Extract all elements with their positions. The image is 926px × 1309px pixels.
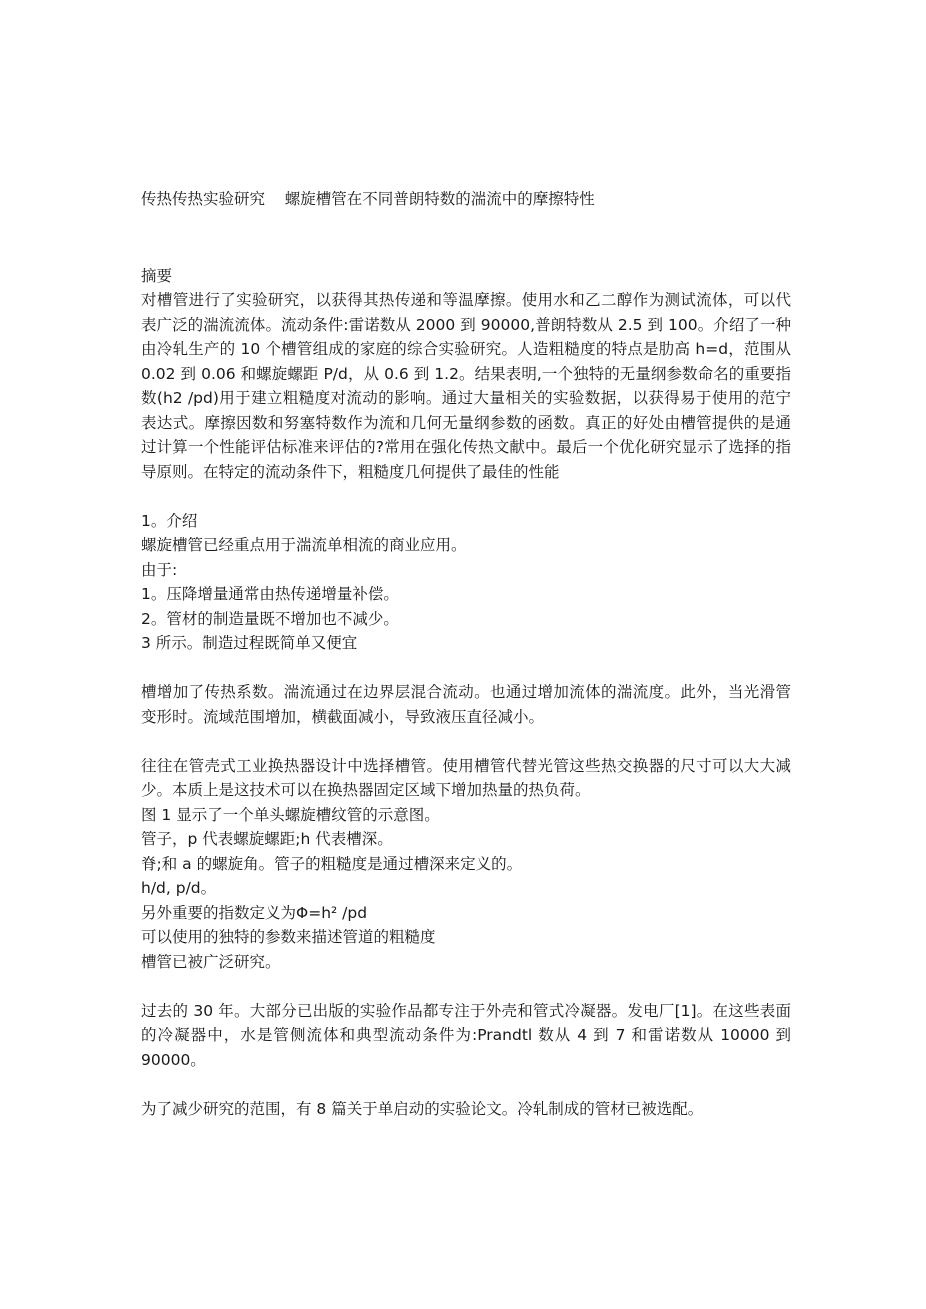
document-title: 传热传热实验研究 螺旋槽管在不同普朗特数的湍流中的摩擦特性 [141, 190, 595, 208]
abstract-paragraph: 对槽管进行了实验研究，以获得其热传递和等温摩擦。使用水和乙二醇作为测试流体，可以代表广泛的湍流流体。流动条件:雷诺数从 2000 到 90000,普朗特数从 2.5 到 100。介绍了一种由冷轧生产的 10 个槽管组成的家庭的综合实验研究。人造粗糙度的特点是肋高 h=d，范围从 0.02 到 0.06 和螺旋螺距 P/d，从 0.6 到 1.2。结果表明,一个独特的无量纲参数命名的重要指数(h2 /pd)用于建立粗糙度对流动的影响。通过大量相关的实验数据，以获得易于使用的范宁表达式。摩擦因数和努塞特数作为流和几何无量纲参数的函数。真正的好处由槽管提供的是通过计算一个性能评估标准来评估的?常用在强化传热文献中。最后一个优化研究显示了选择的指导原则。在特定的流动条件下，粗糙度几何提供了最佳的性能 [141, 291, 791, 481]
body-paragraph-condensers: 过去的 30 年。大部分已出版的实验作品都专注于外壳和管式冷凝器。发电厂[1]。在这些表面的冷凝器中，水是管侧流体和典型流动条件为:Prandtl 数从 4 到 7 和雷诺数从 10000 到 90000。 [141, 1001, 791, 1069]
body-line: 槽管已被广泛研究。 [141, 952, 281, 971]
body-paragraph-grooves: 槽增加了传热系数。湍流通过在边界层混合流动。也通过增加流体的湍流度。此外，当光滑管变形时。流域范围增加，横截面减小，导致液压直径减小。 [141, 683, 791, 726]
intro-heading: 1。介绍 [141, 511, 198, 530]
body-paragraph-scope: 为了减少研究的范围，有 8 篇关于单启动的实验论文。冷轧制成的管材已被选配。 [141, 1099, 704, 1118]
body-line: h/d, p/d。 [141, 879, 217, 897]
intro-line: 螺旋槽管已经重点用于湍流单相流的商业应用。 [141, 536, 467, 554]
body-line: 管子，p 代表螺旋螺距;h 代表槽深。 [141, 830, 393, 848]
document-body [141, 187, 791, 1121]
body-line: 图 1 显示了一个单头螺旋槽纹管的示意图。 [141, 805, 440, 824]
intro-line: 由于: [141, 560, 178, 579]
body-line: 可以使用的独特的参数来描述管道的粗糙度 [141, 928, 436, 946]
intro-list-item: 3 所示。制造过程既简单又便宜 [141, 634, 358, 652]
body-section-applications [141, 754, 791, 975]
intro-list-item: 2。管材的制造量既不增加也不减少。 [141, 609, 399, 628]
body-line-index-definition: 另外重要的指数定义为Φ=h² /pd [141, 903, 368, 922]
body-line: 脊;和 a 的螺旋角。管子的粗糙度是通过槽深来定义的。 [141, 854, 523, 873]
body-paragraph-heat-exchangers: 往往在管壳式工业换热器设计中选择槽管。使用槽管代替光管这些热交换器的尺寸可以大大减少。本质上是这技术可以在换热器固定区域下增加热量的热负荷。 [141, 756, 791, 799]
abstract-heading: 摘要 [141, 266, 173, 285]
introduction-section [141, 509, 791, 656]
intro-list-item: 1。压降增量通常由热传递增量补偿。 [141, 585, 399, 603]
